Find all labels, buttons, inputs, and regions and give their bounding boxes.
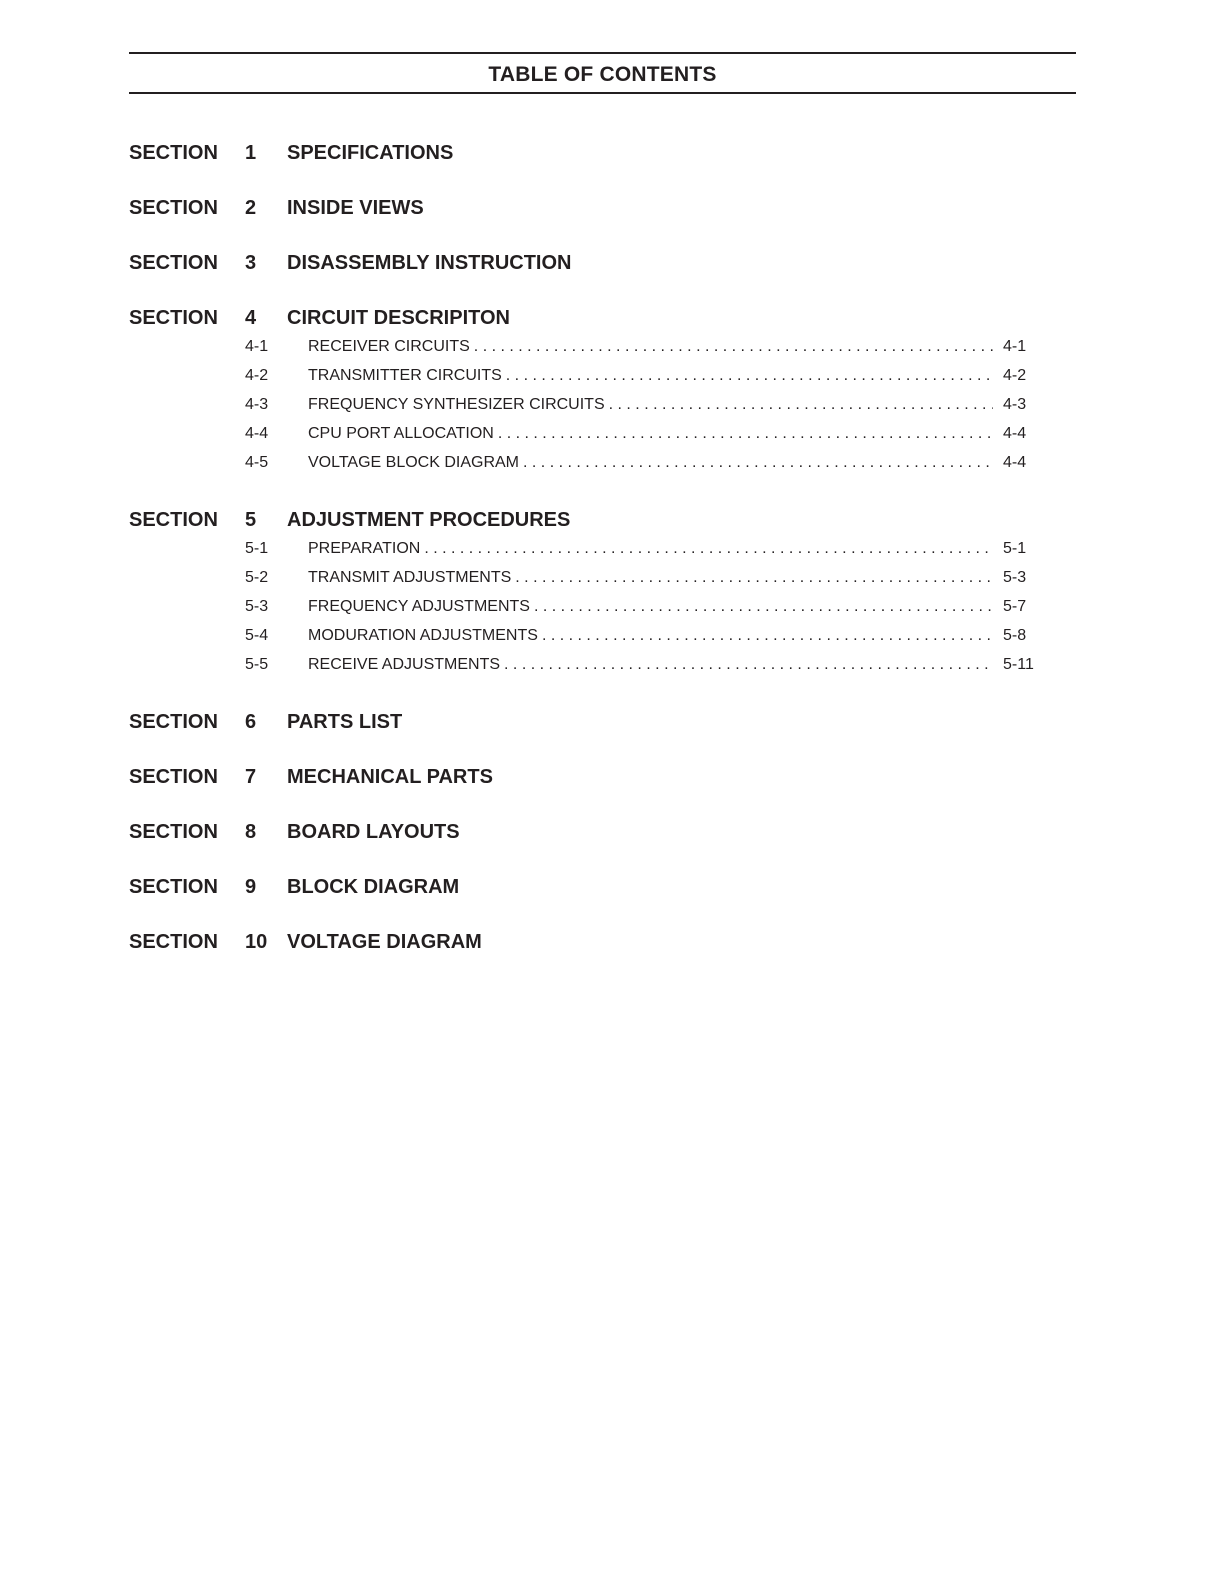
subsection-page-number: 4-4 — [1003, 425, 1027, 442]
toc-section-heading[interactable] — [129, 506, 1049, 534]
section-label: SECTION — [129, 197, 218, 219]
toc-subsection-list — [129, 534, 1049, 679]
section-number: 1 — [245, 142, 257, 164]
toc-section — [129, 708, 1049, 763]
toc-section-heading[interactable] — [129, 304, 1049, 332]
subsection-title: FREQUENCY SYNTHESIZER CIRCUITS — [308, 396, 605, 413]
subsection-leader-line — [308, 592, 993, 621]
subsection-page-number: 5-8 — [1003, 627, 1027, 644]
subsection-number: 5-3 — [245, 598, 269, 615]
toc-section-heading[interactable] — [129, 194, 1049, 222]
section-number: 7 — [245, 766, 257, 788]
toc-section-heading[interactable] — [129, 249, 1049, 277]
subsection-title: PREPARATION — [308, 540, 421, 557]
subsection-leader-line — [308, 361, 993, 390]
section-number: 9 — [245, 876, 257, 898]
toc-subsection[interactable] — [129, 563, 1049, 592]
subsection-title: VOLTAGE BLOCK DIAGRAM — [308, 454, 520, 471]
dot-leader — [530, 592, 993, 621]
subsection-leader-line — [308, 332, 993, 361]
page-title: TABLE OF CONTENTS — [488, 63, 717, 86]
dot-leader — [605, 390, 993, 419]
section-number: 3 — [245, 252, 257, 274]
subsection-page-number: 4-1 — [1003, 338, 1027, 355]
toc-subsection-list — [129, 332, 1049, 477]
toc-subsection[interactable] — [129, 419, 1049, 448]
spacer — [129, 846, 1049, 873]
subsection-leader-line — [308, 621, 993, 650]
section-title: CIRCUIT DESCRIPITON — [287, 307, 510, 329]
section-number: 10 — [245, 931, 268, 953]
spacer — [129, 222, 1049, 249]
subsection-title: FREQUENCY ADJUSTMENTS — [308, 598, 530, 615]
dot-leader — [538, 621, 993, 650]
section-label: SECTION — [129, 307, 218, 329]
spacer — [129, 167, 1049, 194]
toc-subsection[interactable] — [129, 592, 1049, 621]
subsection-leader-line — [308, 650, 993, 679]
toc-list — [129, 139, 1049, 983]
toc-section — [129, 249, 1049, 304]
spacer — [129, 901, 1049, 928]
section-label: SECTION — [129, 931, 218, 953]
subsection-page-number: 4-2 — [1003, 367, 1027, 384]
toc-section-heading[interactable] — [129, 928, 1049, 956]
toc-subsection[interactable] — [129, 448, 1049, 477]
subsection-page-number: 5-3 — [1003, 569, 1027, 586]
subsection-title: RECEIVE ADJUSTMENTS — [308, 656, 501, 673]
dot-leader — [470, 332, 993, 361]
toc-subsection[interactable] — [129, 621, 1049, 650]
dot-leader — [502, 361, 993, 390]
dot-leader — [420, 534, 993, 563]
toc-section — [129, 818, 1049, 873]
section-number: 2 — [245, 197, 257, 219]
toc-section — [129, 928, 1049, 983]
section-title: DISASSEMBLY INSTRUCTION — [287, 252, 572, 274]
subsection-page-number: 4-4 — [1003, 454, 1027, 471]
section-title: BOARD LAYOUTS — [287, 821, 460, 843]
section-label: SECTION — [129, 252, 218, 274]
toc-subsection[interactable] — [129, 534, 1049, 563]
toc-section — [129, 304, 1049, 506]
subsection-number: 5-1 — [245, 540, 269, 557]
toc-section-heading[interactable] — [129, 139, 1049, 167]
spacer — [129, 736, 1049, 763]
subsection-page-number: 5-11 — [1003, 656, 1034, 673]
dot-leader — [500, 650, 993, 679]
dot-leader — [511, 563, 993, 592]
toc-subsection[interactable] — [129, 390, 1049, 419]
title-band — [129, 52, 1076, 94]
section-label: SECTION — [129, 876, 218, 898]
subsection-title: RECEIVER CIRCUITS — [308, 338, 470, 355]
section-title: BLOCK DIAGRAM — [287, 876, 460, 898]
toc-section-heading[interactable] — [129, 763, 1049, 791]
spacer — [129, 679, 1049, 708]
spacer — [129, 791, 1049, 818]
section-title: MECHANICAL PARTS — [287, 766, 493, 788]
toc-section — [129, 873, 1049, 928]
subsection-title: CPU PORT ALLOCATION — [308, 425, 494, 442]
subsection-page-number: 5-7 — [1003, 598, 1027, 615]
section-label: SECTION — [129, 766, 218, 788]
section-number: 5 — [245, 509, 257, 531]
section-label: SECTION — [129, 142, 218, 164]
subsection-number: 5-5 — [245, 656, 269, 673]
section-label: SECTION — [129, 509, 218, 531]
toc-section-heading[interactable] — [129, 708, 1049, 736]
subsection-number: 4-3 — [245, 396, 269, 413]
subsection-title: TRANSMITTER CIRCUITS — [308, 367, 502, 384]
spacer — [129, 277, 1049, 304]
toc-section — [129, 139, 1049, 194]
section-number: 4 — [245, 307, 257, 329]
toc-subsection[interactable] — [129, 361, 1049, 390]
subsection-number: 4-4 — [245, 425, 269, 442]
section-label: SECTION — [129, 711, 218, 733]
spacer — [129, 477, 1049, 506]
subsection-number: 4-2 — [245, 367, 269, 384]
subsection-number: 4-1 — [245, 338, 269, 355]
subsection-number: 5-4 — [245, 627, 269, 644]
section-title: PARTS LIST — [287, 711, 403, 733]
toc-section — [129, 506, 1049, 708]
section-title: INSIDE VIEWS — [287, 197, 424, 219]
section-title: SPECIFICATIONS — [287, 142, 454, 164]
spacer — [129, 956, 1049, 983]
subsection-leader-line — [308, 563, 993, 592]
toc-section-heading[interactable] — [129, 873, 1049, 901]
subsection-title: TRANSMIT ADJUSTMENTS — [308, 569, 512, 586]
toc-subsection[interactable] — [129, 650, 1049, 679]
subsection-leader-line — [308, 419, 993, 448]
subsection-number: 5-2 — [245, 569, 269, 586]
section-label: SECTION — [129, 821, 218, 843]
toc-section — [129, 763, 1049, 818]
subsection-page-number: 4-3 — [1003, 396, 1027, 413]
subsection-leader-line — [308, 534, 993, 563]
subsection-leader-line — [308, 390, 993, 419]
toc-section — [129, 194, 1049, 249]
section-title: ADJUSTMENT PROCEDURES — [287, 509, 571, 531]
section-number: 6 — [245, 711, 257, 733]
toc-subsection[interactable] — [129, 332, 1049, 361]
dot-leader — [494, 419, 993, 448]
dot-leader — [519, 448, 993, 477]
subsection-page-number: 5-1 — [1003, 540, 1027, 557]
section-number: 8 — [245, 821, 257, 843]
subsection-title: MODURATION ADJUSTMENTS — [308, 627, 538, 644]
subsection-leader-line — [308, 448, 993, 477]
subsection-number: 4-5 — [245, 454, 269, 471]
section-title: VOLTAGE DIAGRAM — [287, 931, 482, 953]
toc-section-heading[interactable] — [129, 818, 1049, 846]
